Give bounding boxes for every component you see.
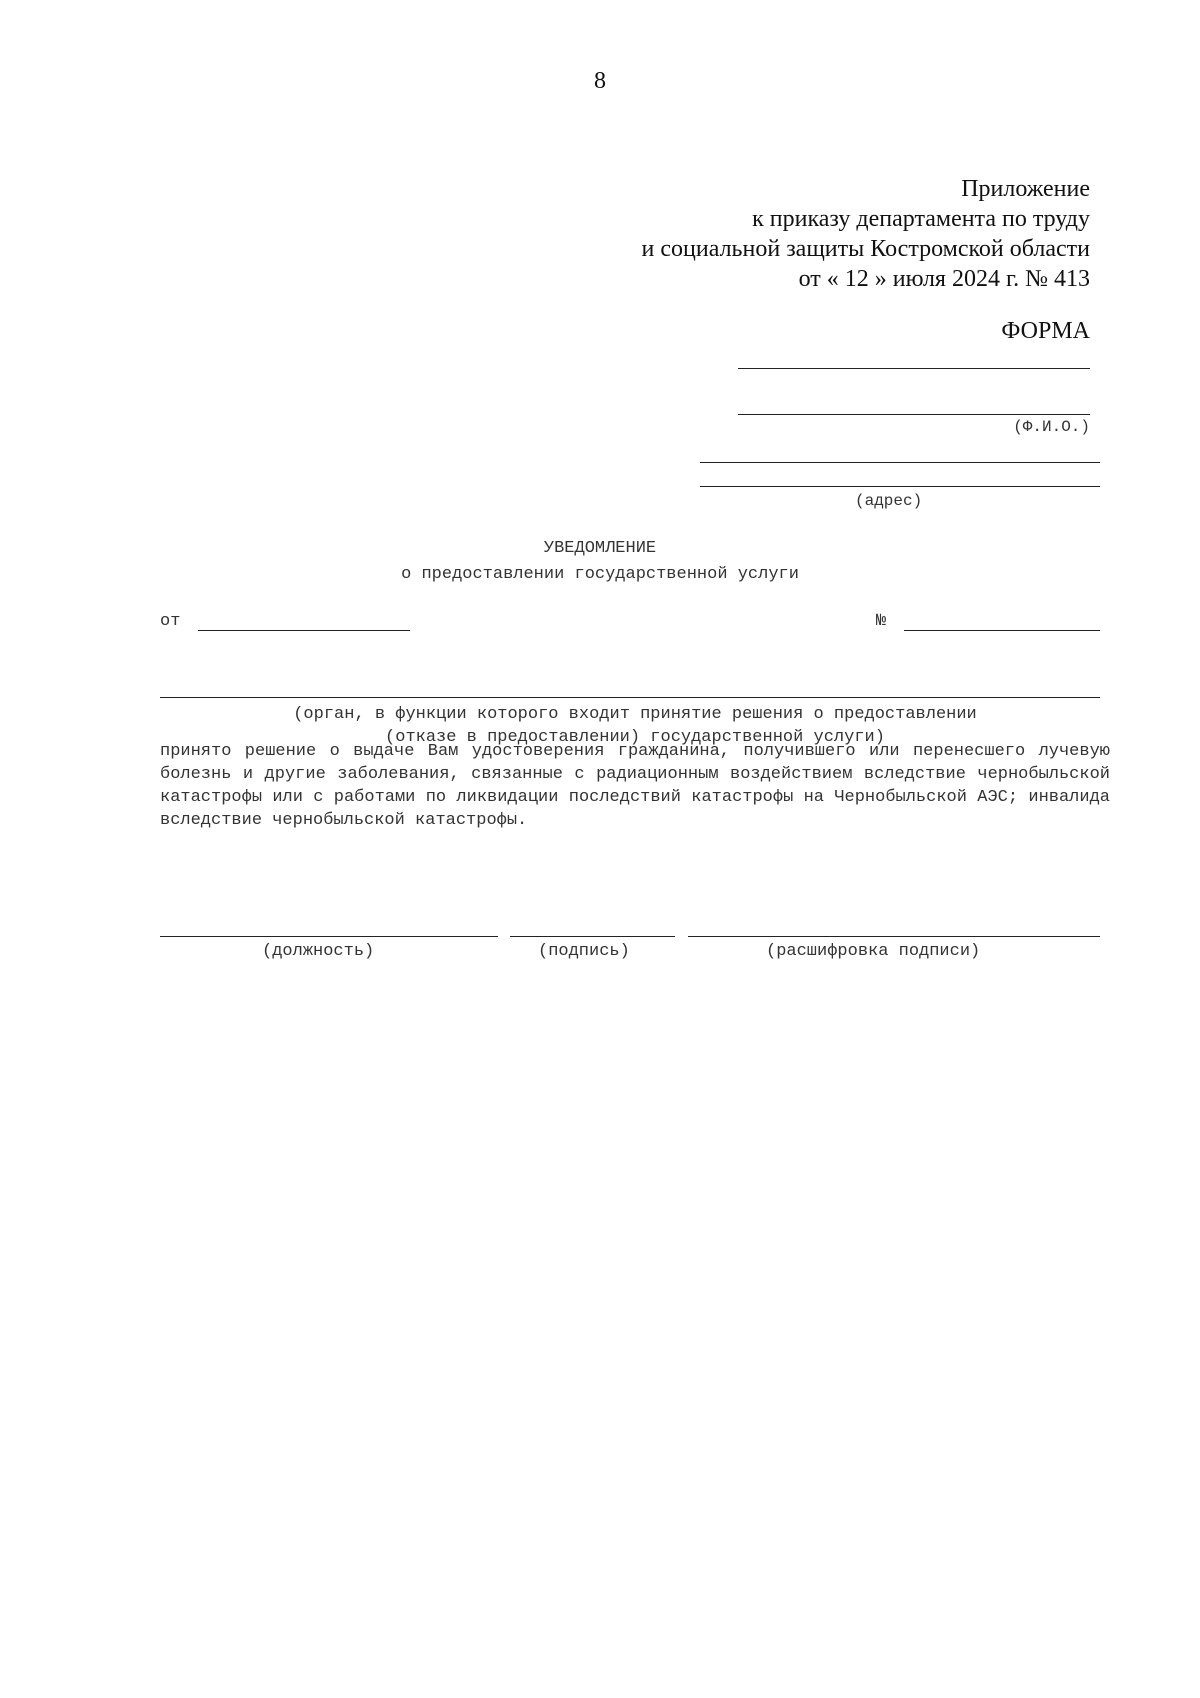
form-label: ФОРМА (1001, 318, 1090, 344)
organ-caption-line-1: (орган, в функции которого входит принятие решения о предоставлении (293, 705, 977, 724)
position-caption: (должность) (262, 942, 375, 961)
position-blank-line (160, 936, 498, 937)
organ-caption-line-2: (отказе в предоставлении) государственной услуги) (385, 728, 885, 747)
number-blank-line (904, 630, 1100, 631)
appendix-line-3: и социальной защиты Костромской области (641, 236, 1090, 262)
notice-subtitle: о предоставлении государственной услуги (401, 565, 799, 584)
decoding-caption: (расшифровка подписи) (766, 942, 981, 961)
decoding-blank-line (688, 936, 1100, 937)
address-blank-line-2 (700, 486, 1100, 487)
signature-blank-line (510, 936, 675, 937)
organ-blank-line (160, 697, 1100, 698)
decision-text: принято решение о выдаче Вам удостоверения гражданина, получившего или перенесшего лучевую болезнь и другие заболевания, связанные с радиационным воздействием вследствие чернобыльской катастрофы или с работами по ликвидации последствий катастрофы на Чернобыльской АЭС; инвалида вследствие чернобыльской катастрофы. (160, 742, 1110, 830)
appendix-line-2: к приказу департамента по труду (752, 206, 1090, 232)
address-blank-line-1 (700, 462, 1100, 463)
address-caption: (адрес) (855, 492, 923, 510)
date-blank-line (198, 630, 410, 631)
notice-title-block (0, 536, 1200, 588)
appendix-line-4: от « 12 » июля 2024 г. № 413 (798, 266, 1090, 292)
number-label: № (876, 612, 887, 631)
appendix-line-1: Приложение (961, 176, 1090, 202)
fio-blank-line-1 (738, 368, 1090, 369)
fio-caption: (Ф.И.О.) (1013, 418, 1090, 436)
from-label: от (160, 612, 181, 631)
notice-title: УВЕДОМЛЕНИЕ (543, 539, 657, 558)
page-number: 8 (594, 68, 606, 94)
fio-blank-line-2 (738, 414, 1090, 415)
appendix-header (642, 174, 1090, 294)
signature-caption: (подпись) (538, 942, 630, 961)
